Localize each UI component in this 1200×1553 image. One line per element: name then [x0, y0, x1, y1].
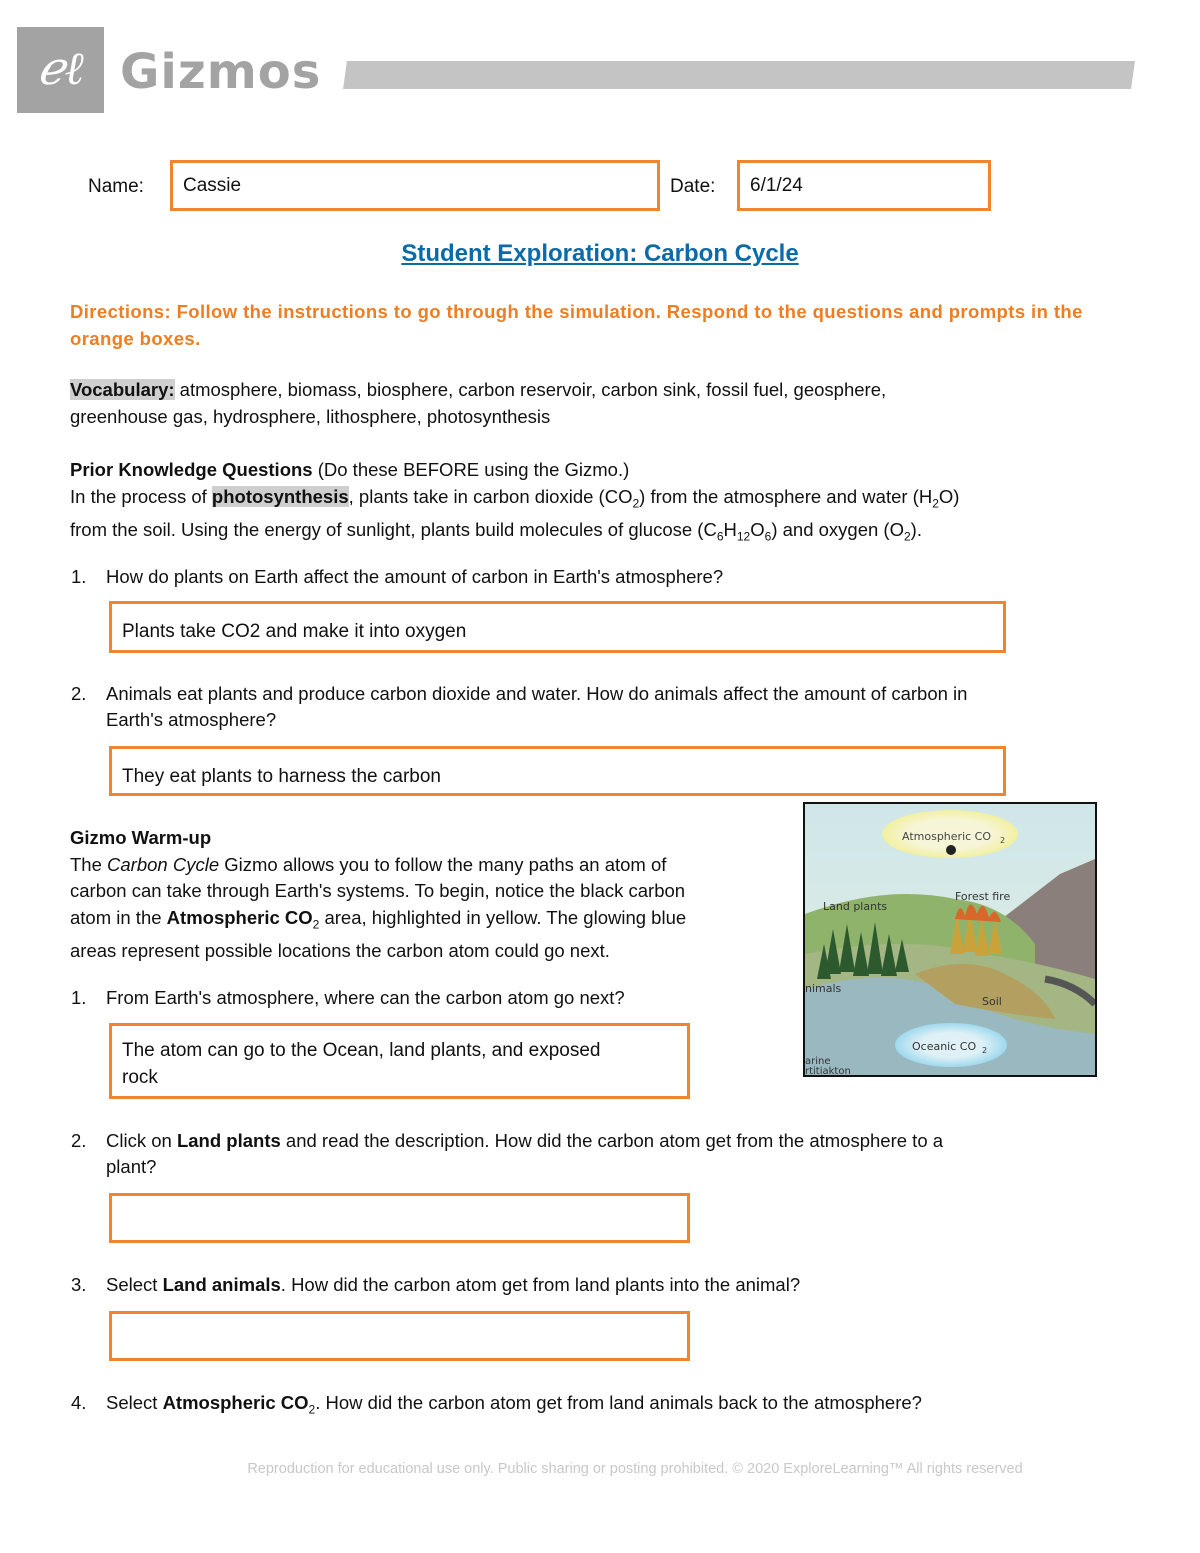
prior-knowledge-heading: Prior Knowledge Questions: [70, 459, 313, 480]
q-text-b: . How did the carbon atom get from land animals back to the atmosphere?: [315, 1392, 922, 1413]
gizmo-name: Carbon Cycle: [107, 853, 220, 875]
vocabulary-terms-2: greenhouse gas, hydrosphere, lithosphere, photosynthesis: [70, 405, 551, 427]
land-plants-term: Land plants: [176, 1130, 281, 1151]
prior-knowledge: [70, 457, 1170, 550]
question-number: 1.: [71, 566, 87, 587]
warmup-question-3: [71, 1272, 1151, 1302]
pk-intro-a: In the process of: [70, 485, 212, 507]
figure-animals-label: nimals: [805, 982, 842, 995]
warmup: [70, 825, 800, 964]
q-text-b: and read the description. How did the carbon atom get from the atmosphere to a: [280, 1130, 944, 1151]
warmup-heading: Gizmo Warm-up: [70, 827, 212, 848]
page-title: Student Exploration: Carbon Cycle: [401, 240, 799, 267]
figure-atmospheric-sub: 2: [1000, 836, 1006, 845]
warmup-p1a: The: [70, 853, 108, 875]
atmospheric-term: Atmospheric CO: [166, 906, 313, 928]
question-number: 1.: [71, 987, 87, 1008]
question-text: From Earth's atmosphere, where can the carbon atom go next?: [106, 987, 625, 1008]
figure-oceanic-label: Oceanic CO: [912, 1040, 977, 1053]
figure-marine-label: arine: [805, 1056, 831, 1067]
question-text: How do plants on Earth affect the amount of carbon in Earth's atmosphere?: [106, 566, 724, 587]
figure-oceanic-sub: 2: [982, 1046, 988, 1055]
warmup-p2: carbon can take through Earth's systems. To begin, notice the black carbon: [70, 880, 686, 901]
figure-soil-label: Soil: [982, 995, 1002, 1008]
figure-atmospheric-label: Atmospheric CO: [902, 830, 992, 843]
name-label: Name:: [88, 176, 144, 197]
answer-line-2: rock: [122, 1067, 158, 1088]
pk-line2-e: ).: [910, 518, 922, 540]
carbon-cycle-figure: [803, 802, 1097, 1077]
pk-answer-1[interactable]: Plants take CO2 and make it into oxygen: [109, 601, 1006, 653]
prior-knowledge-note: (Do these BEFORE using the Gizmo.): [312, 459, 630, 480]
footer-copyright: Reproduction for educational use only. Public sharing or posting prohibited. © 2020 ExploreLearning™ All rights reserved: [247, 1461, 1023, 1477]
vocabulary-terms-1: atmosphere, biomass, biosphere, carbon reservoir, carbon sink, fossil fuel, geosphere,: [174, 379, 887, 400]
pk-line2-b: H: [723, 518, 737, 540]
pk-line2-d: ) and oxygen (O: [771, 518, 904, 540]
warmup-answer-3[interactable]: [109, 1311, 690, 1361]
warmup-answer-2[interactable]: [109, 1193, 690, 1243]
pk-sub: 12: [736, 529, 751, 544]
warmup-question-4: [71, 1390, 1171, 1420]
q-text-a: Click on: [106, 1130, 177, 1151]
header-bar: [343, 61, 1135, 89]
question-text-2: plant?: [106, 1156, 157, 1177]
warmup-question-1: [71, 985, 791, 1015]
q-text-b: . How did the carbon atom get from land plants into the animal?: [280, 1274, 801, 1295]
vocabulary: [70, 377, 1150, 430]
pk-line2-c: O: [750, 518, 765, 540]
figure-land-plants-label: Land plants: [823, 900, 888, 913]
figure-forest-fire-label: Forest fire: [955, 890, 1011, 903]
name-field[interactable]: Cassie: [170, 160, 660, 211]
gizmos-logo-mark: [17, 27, 104, 113]
pk-intro-c: ) from the atmosphere and water (H: [639, 485, 933, 507]
warmup-p1b: Gizmo allows you to follow the many paths an atom of: [219, 853, 667, 875]
question-number: 3.: [71, 1274, 87, 1295]
pk-sub: 6: [716, 529, 724, 544]
carbon-cycle-illustration: [805, 804, 1095, 1075]
logo-glyph: ℯℓ: [37, 41, 84, 95]
q-text-a: Select: [106, 1392, 163, 1413]
pk-intro-b: , plants take in carbon dioxide (CO: [348, 485, 633, 507]
warmup-sub: 2: [312, 917, 320, 932]
pk-question-2: [71, 681, 1151, 737]
pk-question-1: [71, 564, 1131, 594]
warmup-answer-1[interactable]: [109, 1023, 690, 1099]
pk-intro-d: O): [938, 485, 960, 507]
warmup-p4: areas represent possible locations the carbon atom could go next.: [70, 939, 610, 961]
question-number: 2.: [71, 1130, 87, 1151]
pk-answer-2[interactable]: They eat plants to harness the carbon: [109, 746, 1006, 796]
question-text: Animals eat plants and produce carbon dioxide and water. How do animals affect the amount of carbon in: [106, 683, 968, 704]
date-label: Date:: [670, 176, 716, 197]
land-animals-term: Land animals: [162, 1274, 281, 1295]
vocabulary-label: Vocabulary:: [70, 379, 175, 400]
question-number: 2.: [71, 683, 87, 704]
date-field[interactable]: 6/1/24: [737, 160, 991, 211]
question-number: 4.: [71, 1392, 87, 1413]
directions: Directions: Follow the instructions to go through the simulation. Respond to the questions and prompts in the orange boxes.: [70, 301, 1083, 349]
pk-sub: 2: [632, 496, 640, 511]
question-text-2: Earth's atmosphere?: [106, 709, 277, 730]
answer-line-1: The atom can go to the Ocean, land plants, and exposed: [122, 1040, 601, 1061]
pk-sub: 2: [903, 529, 911, 544]
warmup-p3b: area, highlighted in yellow. The glowing blue: [319, 906, 687, 928]
pk-sub: 2: [932, 496, 939, 511]
question-text: [106, 1128, 943, 1154]
warmup-question-2: [71, 1128, 1151, 1184]
warmup-p3a: atom in the: [70, 906, 167, 928]
figure-marine-label-2: rtitiakton: [805, 1066, 851, 1075]
photosynthesis-term: photosynthesis: [211, 485, 349, 507]
pk-sub: 6: [764, 529, 772, 544]
pk-line2-a: from the soil. Using the energy of sunlight, plants build molecules of glucose (C: [70, 518, 717, 540]
gizmos-logo-text: Gizmos: [120, 44, 322, 100]
question-text: [106, 1272, 800, 1298]
question-text: [106, 1390, 922, 1423]
q-sub: 2: [308, 1402, 316, 1417]
atmospheric-co2-term: Atmospheric CO: [162, 1392, 309, 1413]
q-text-a: Select: [106, 1274, 163, 1295]
